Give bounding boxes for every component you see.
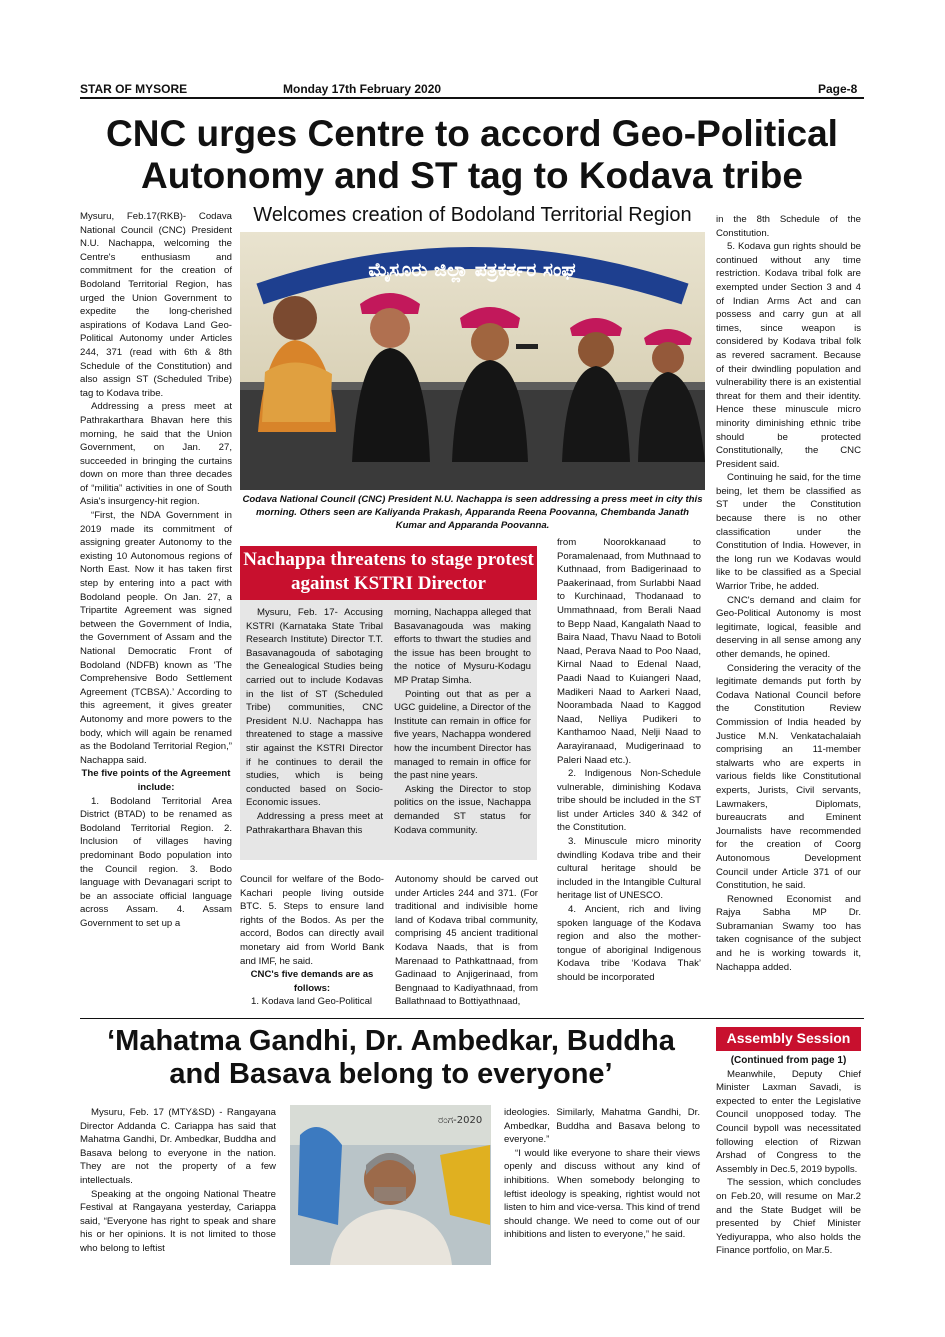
lead-column-4 (557, 536, 701, 985)
lead-column-5 (716, 213, 861, 974)
lead-paragraph: from Noorokkanaad to Poramalenaad, from Muthnaad to Kuthnaad, from Badigerinaad to Paakerinaad, from Surlabbi Naad to Kurchinaad, Thodanaad to Ummathnaad, from Berali Naad to Bepp Naad, Kangalath Naad to Baira Naad, Thavu Naad to Botoli Naad, Perava Naad to Poo Naad, Kirnal Naad to Edenal Naad, Paadi Naad to Kuiangeri Naad, Madikeri Naad to Aarkeri Naad, Noorambada Naad to Kaggod Naad, Nelliya Pudikeri to Kanthamoo Naad, Nelji Naad to Aarayiranaad, Mudigerinaad to Paleri Naad etc.). (557, 537, 701, 766)
gandhi-paragraph: Mysuru, Feb. 17 (MTY&SD) - Rangayana Director Addanda C. Cariappa has said that Mahatma Gandhi, Dr. Ambedkar, Buddha and Basava belong to everyone in the nation. They are not the property of a few intellectuals. (80, 1107, 276, 1186)
lead-paragraph: 3. Minuscule micro minority dwindling Kodava tribe and their cultural heritage should be included in the Intangible Cultural heritage list of UNESCO. (557, 836, 701, 902)
lead-headline-line1: CNC urges Centre to accord Geo-Political (106, 113, 838, 154)
gandhi-paragraph: Speaking at the ongoing National Theatre Festival at Rangayana yesterday, Cariappa said, “Everyone has right to speak and share his or her opinions. It is not limited to those who belong to leftist (80, 1188, 276, 1254)
lead-paragraph: Autonomy should be carved out under Articles 244 and 371. (For traditional and indivisible home land of Kodava tribal community, comprising 45 ancient traditional Kodava Naads, that is from Marenaad to Pathkattnaad, from Gadinaad to Anjigerinaad, from Bengnaad to Kadiyathnaad, from Ballathnaad to Bottiyathnaad, (395, 874, 538, 1008)
cariappa-photo (290, 1105, 491, 1265)
kstri-headline-line1: Nachappa threatens to stage protest (243, 549, 534, 570)
gandhi-headline-line2: and Basava belong to everyone’ (169, 1057, 613, 1090)
press-meet-photo (240, 232, 705, 490)
header-rule (80, 97, 864, 99)
kstri-column-2 (394, 606, 531, 837)
lead-paragraph: “First, the NDA Government in 2019 made its commitment of assigning greater Autonomy to the existing 10 Autonomous regions of North East. Now it has taken first step by entering into a pact with Bodoland people. On Jan. 27, a Tripartite Agreement was signed between the Government of India, the Government of Assam and the National Democratic Front of Bodoland (NDFB) known as ‘The Comprehensive Bodo Settlement Agreement (TCBSA).’ According to this agreement, it gives greater Autonomy and more powers to the body, which will again be renamed as the Bodoland Territorial Region,” Nachappa said. (80, 510, 232, 766)
continued-note: (Continued from page 1) (730, 1055, 847, 1066)
lead-column-2 (240, 873, 384, 1009)
banner-text: ಮೈಸೂರು ಜಿಲ್ಲಾ ಪತ್ರಕರ್ತರ ಸಂಘ (368, 259, 576, 281)
kstri-paragraph: Addressing a press meet at Pathrakarthara Bhavan this (246, 810, 383, 836)
lead-paragraph: 1. Kodava land Geo-Political (251, 996, 373, 1008)
kstri-paragraph: morning, Nachappa alleged that Basavanagouda was making efforts to thwart the studies and the issue has been brought to the notice of Mysuru-Kodagu MP Pratap Simha. (394, 607, 531, 686)
kstri-headline-line2: against KSTRI Director (291, 573, 486, 594)
paper-name: STAR OF MYSORE (80, 82, 188, 96)
assembly-paragraph: Meanwhile, Deputy Chief Minister Laxman Savadi, is expected to enter the Legislative Council unopposed today. The Council bypoll was necessitated following election of Rizwan Arshad of Congress to the Assembly in Dec.5, 2019 bypolls. (716, 1068, 861, 1175)
lead-paragraph: Addressing a press meet at Pathrakarthara Bhavan here this morning, he said that the Union Government, on Jan. 27, succeeded in bringing the curtains down on more than three decades of “militia” activities in one of South Asia's insurgency-hit region. (80, 401, 232, 508)
lead-paragraph: in the 8th Schedule of the Constitution. (716, 214, 861, 239)
kstri-box-headline (240, 546, 537, 600)
lead-column-1 (80, 210, 232, 930)
lead-paragraph: Considering the veracity of the legitimate demands put forth by Codava National Council before the Constitution Review Commission of India headed by Justice M.N. Venkatachalaiah comprising an 11-member stalwarts who are experts in various fields like Constitutional experts, Jurists, Civil servants, Lawmakers, Diplomats, bureaucrats and Eminent Journalists have recommended for the creation of Coorg Autonomous Development Council under Article 371 of our Constitution, he said. (716, 662, 861, 892)
lead-headline-line2: Autonomy and ST tag to Kodava tribe (141, 154, 803, 196)
kstri-paragraph: Mysuru, Feb. 17- Accusing KSTRI (Karnataka State Tribal Research Institute) Director T.T. Basavanagouda of sabotaging the Genealogical Studies being carried out to include Kodavas in the list of ST (Scheduled Tribe) communities, CNC President N.U. Nachappa has threatened to stage a massive stir against the KSTRI Director if he continues to derail the studies, which is being conducted based on Socio-Economic issues. (246, 607, 383, 809)
page-number: Page-8 (818, 82, 858, 96)
lead-paragraph: CNC's demand and claim for Geo-Political Autonomy is most legitimate, logical, feasible and deserving in all sense among any other demands, he opined. (716, 594, 861, 660)
assembly-column (716, 1054, 861, 1258)
gandhi-column-2 (504, 1106, 700, 1242)
lead-paragraph: 4. Ancient, rich and living spoken language of the Kodava region and also the mother-tongue of aboriginal Indigenous Kodava tribe ‘Kodava Thak’ should be incorporated (557, 904, 701, 983)
kstri-column-1 (246, 606, 383, 837)
lead-paragraph: Continuing he said, for the time being, let them be classified as ST under the Constitution because there is no other classification under the Constitution of India. However, in the long run we Kodavas would like to be classified as a Special Warrior Tribe, he added. (716, 472, 861, 593)
section-rule (80, 1018, 864, 1019)
issue-date: Monday 17th February 2020 (283, 82, 442, 96)
gandhi-paragraph: “I would like everyone to share their views openly and discuss without any kind of inhibitions. When somebody belonging to leftist ideology is speaking, rightist would not listen to him and vice-versa. This kind of trend should change. We need to come out of our inhibitions and listen to everyone,” he said. (504, 1147, 700, 1241)
assembly-paragraph: The session, which concludes on Feb.20, will resume on Mar.2 and the State Budget will be presented by Chief Minister Yediyurappa, who also holds the Finance portfolio, on Mar.5. (716, 1177, 861, 1257)
lead-paragraph: 1. Bodoland Territorial Area District (BTAD) to be renamed as Bodoland Territorial Region. 2. Inclusion of villages having predominant Bodo population into the Council region. 3. Bodo language with Devanagari script to be an associate official language across Assam. 4. Assam Government to set up a (80, 795, 232, 929)
lead-photo-caption: Codava National Council (CNC) President N.U. Nachappa is seen addressing a press meet in city this morning. Others seen are Kaliyanda Prakash, Apparanda Reena Poovanna, Chembanda Janath Kumar and Apparanda Poovanna. (242, 494, 703, 531)
lead-headline (80, 113, 864, 197)
gandhi-headline (80, 1025, 702, 1091)
demands-subheading: CNC's five demands are as follows: (250, 969, 374, 994)
lead-paragraph: 2. Indigenous Non-Schedule vulnerable, diminishing Kodava tribe should be included in the ST list under Articles 340 & 342 of the Constitution. (557, 768, 701, 834)
agreement-subheading: The five points of the Agreement include: (81, 768, 231, 793)
kstri-paragraph: Asking the Director to stop politics on the issue, Nachappa demanded ST status for Kodava community. (394, 783, 531, 836)
lead-subhead: Welcomes creation of Bodoland Territorial Region (253, 204, 692, 226)
lead-paragraph: 5. Kodava gun rights should be continued without any time restriction. Kodava tribal folk are exempted under Section 3 and 4 of Indian Arms Act and can possess and carry gun at all times, since weapon is considered by Kodava tribal folk as revered sacrament. Because of their dwindling population and vulnerability there is an existential threat for them and their identity. Hence these minuscule micro minority diminishing ethnic tribe should be protected Constitutionally, the CNC President said. (716, 241, 861, 470)
gandhi-paragraph: ideologies. Similarly, Mahatma Gandhi, Dr. Ambedkar, Buddha and Basava belong to everyone.” (504, 1107, 700, 1146)
gandhi-column-1 (80, 1106, 276, 1256)
kstri-paragraph: Pointing out that as per a UGC guideline, a Director of the Institute can remain in office for five years, Nachappa wondered how the incumbent Director has managed to remain in office for the past nine years. (394, 688, 531, 782)
lead-paragraph: Council for welfare of the Bodo-Kachari people living outside BTC. 5. Steps to ensure land rights of the Bodos. As per the accord, Bodos can directly avail monetary aid from World Bank and IMF, he said. (240, 874, 384, 967)
gandhi-headline-line1: ‘Mahatma Gandhi, Dr. Ambedkar, Buddha (107, 1025, 675, 1057)
lead-paragraph: Mysuru, Feb.17(RKB)- Codava National Council (CNC) President N.U. Nachappa, welcoming the Centre's enthusiasm and commitment for the creation of Bodoland Territorial Region, has urged the Union Government to expedite the long-cherished aspirations of Kodava Land Geo-Political Autonomy under Articles 244, 371 (read with 6th & 8th Schedule of the Constitution) and also assign ST (Scheduled Tribe) tag to Kodava tribe. (80, 211, 232, 399)
lead-column-3 (395, 873, 538, 1009)
assembly-session-tag: Assembly Session (716, 1027, 861, 1051)
festival-text: ರಂಗ-2020 (438, 1115, 483, 1126)
lead-paragraph: Renowned Economist and Rajya Sabha MP Dr. Subramanian Swamy too has taken cognisance of the subject and he is working towards it, Nachappa added. (716, 893, 861, 973)
